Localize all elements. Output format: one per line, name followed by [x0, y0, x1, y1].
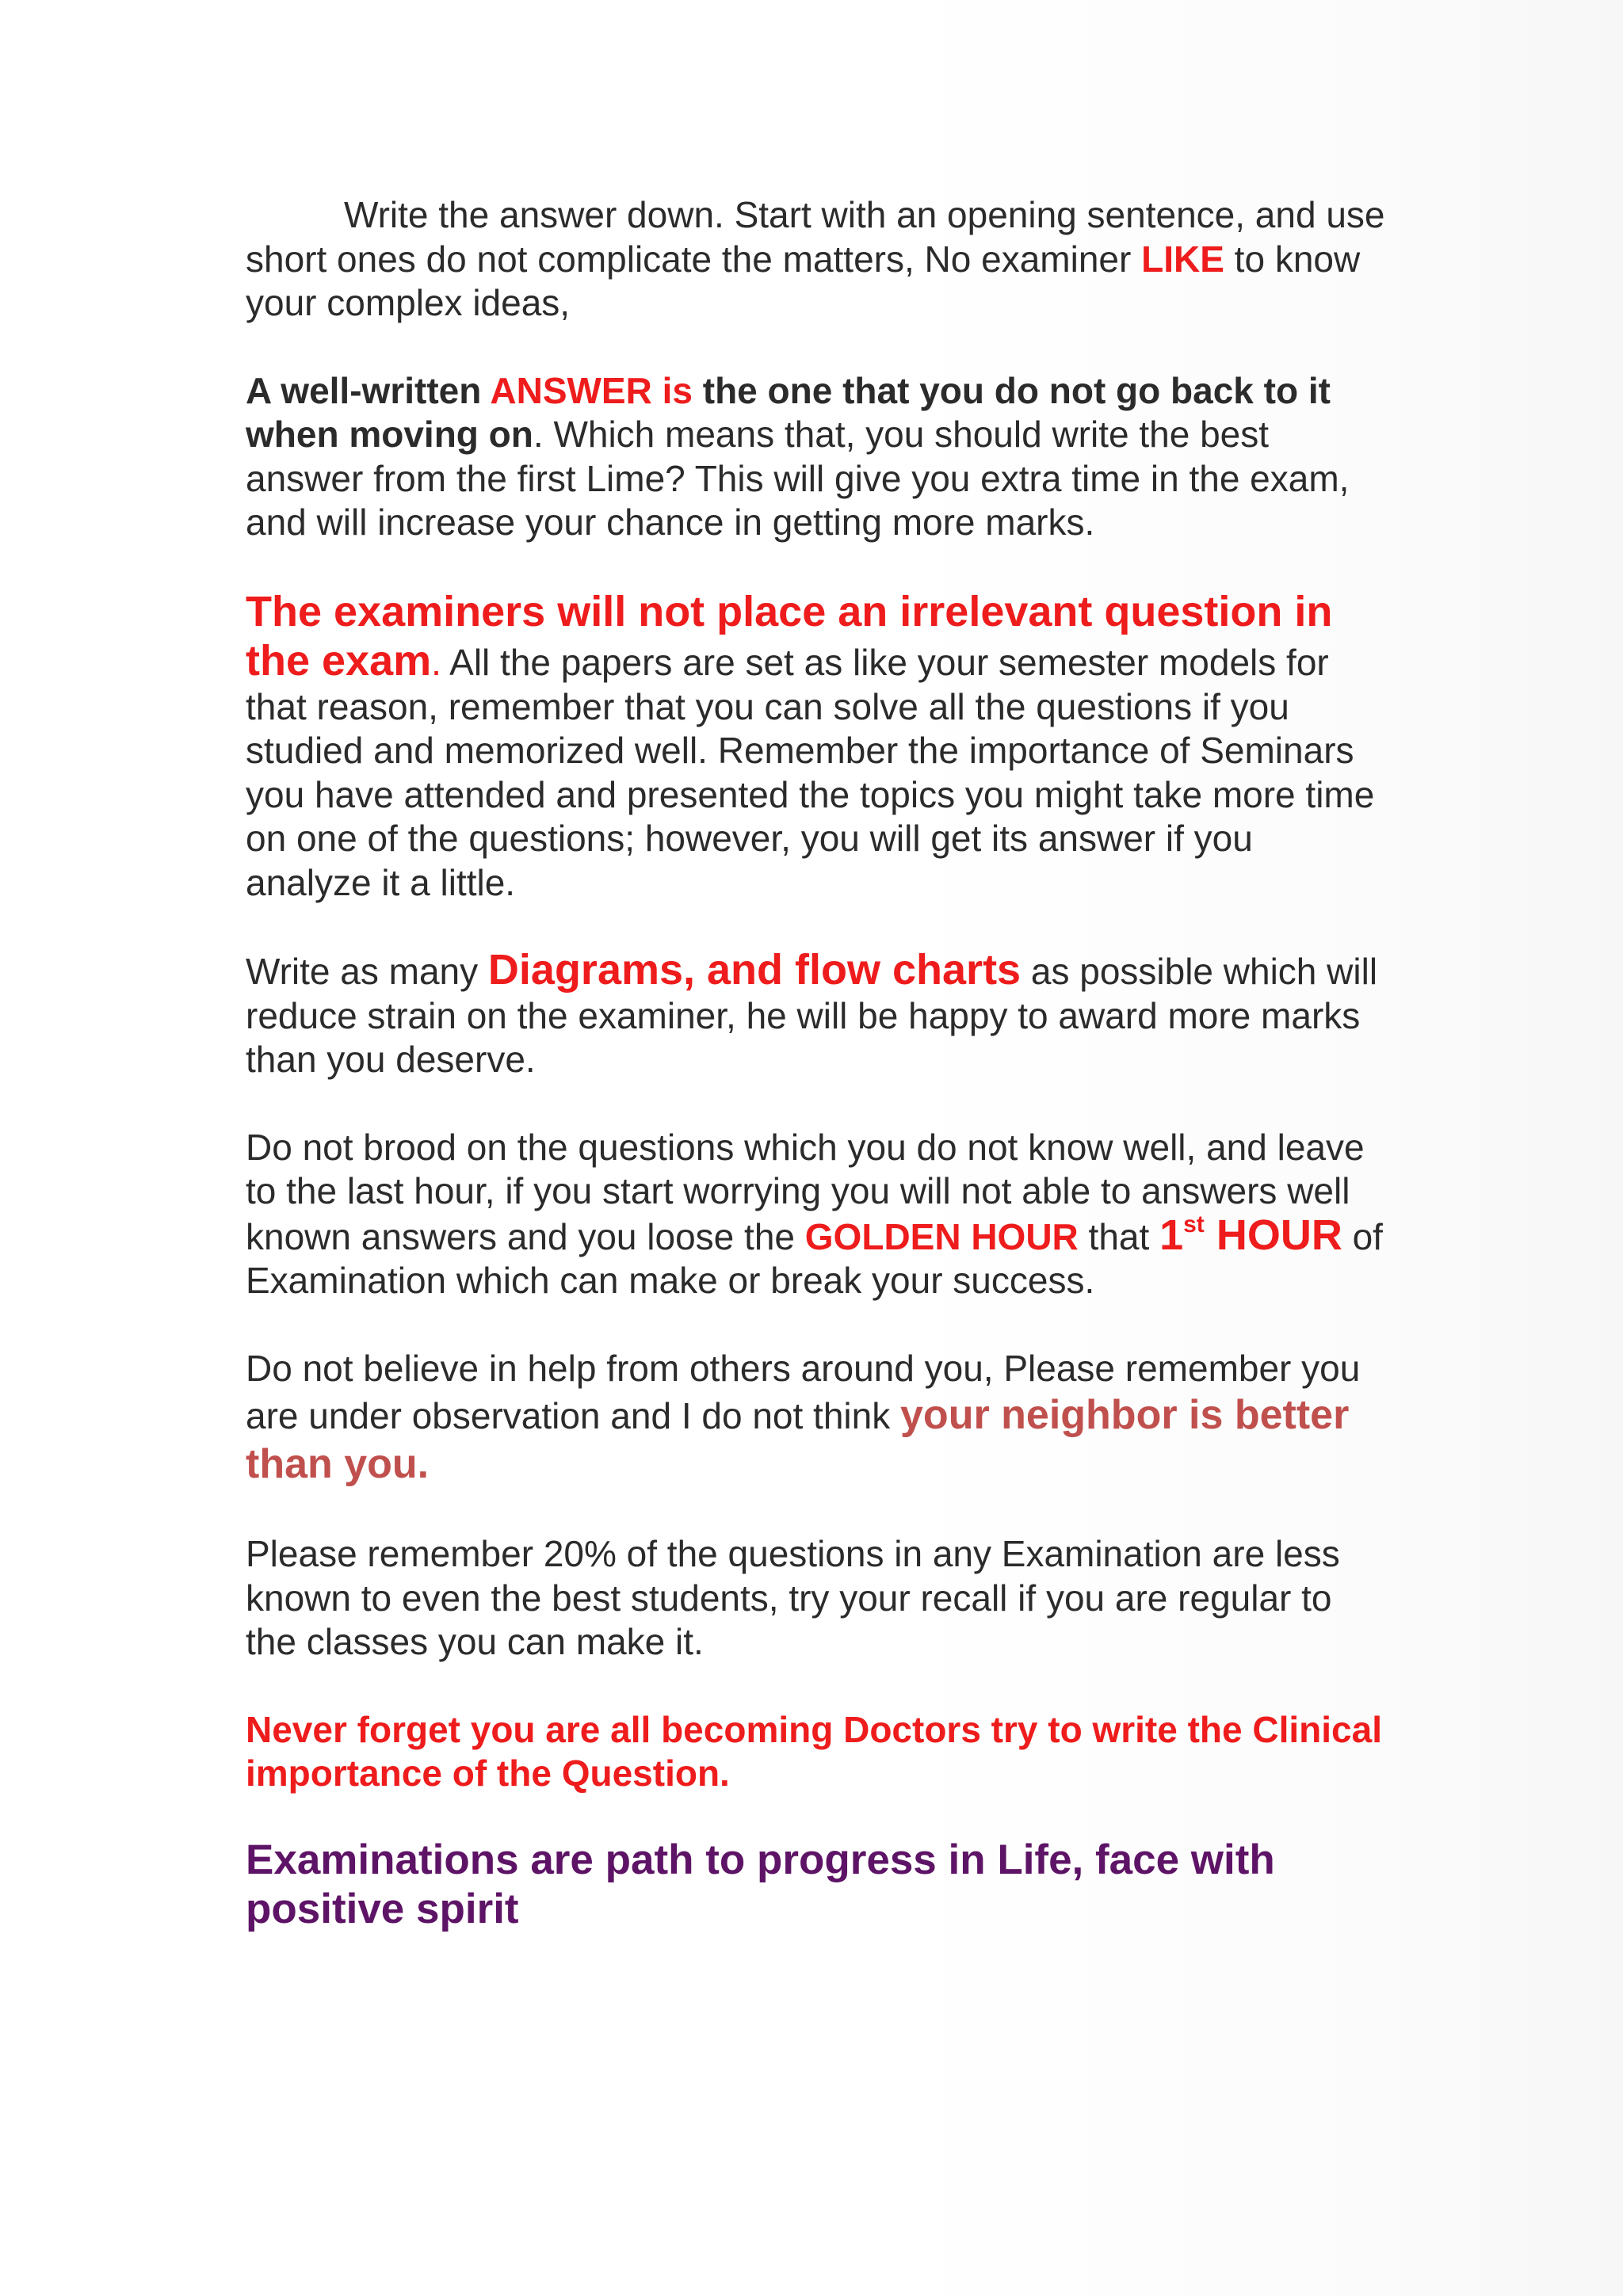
text: Do not believe in help from others around you, Please remember you are under observation and I do not think	[246, 1347, 1361, 1436]
text: Please remember 20% of the questions in any Examination are less known to even the best students, try your recall if you are regular to the classes you can make it.	[246, 1533, 1340, 1662]
highlight-answer: ANSWER is	[490, 369, 693, 411]
text: Write the answer down. Start with an opening sentence, and use short ones do not complicate the matters, No examiner	[246, 194, 1385, 280]
period: .	[431, 641, 441, 683]
closing-statement: Examinations are path to progress in Life, face with positive spirit	[246, 1836, 1275, 1932]
paragraph-golden-hour	[246, 1126, 1387, 1303]
paragraph-examiners	[246, 587, 1387, 906]
paragraph-well-written-answer	[246, 369, 1387, 545]
bold-text: A well-written	[246, 369, 491, 411]
paragraph-write-answer	[246, 193, 1387, 326]
highlight-doctors: Never forget you are all becoming Doctors try to write the Clinical importance of the Question.	[246, 1708, 1382, 1794]
paragraph-neighbor	[246, 1347, 1387, 1489]
highlight-examiners: The examiners will not place an irrelevant question in the exam	[246, 587, 1333, 685]
text: All the papers are set as like your semester models for that reason, remember that you can solve all the questions if you studied and memorized well. Remember the importance of Seminars you have attended and presented the topics you might take more time on one of the questions; however, you will get its answer if you analyze it a little.	[246, 641, 1375, 903]
paragraph-closing	[246, 1836, 1387, 1934]
bold-text: the one that you do not go back to it when moving on	[246, 369, 1331, 455]
highlight-neighbor: your neighbor is better than you.	[246, 1392, 1350, 1487]
highlight-diagrams: Diagrams, and flow charts	[487, 946, 1022, 994]
text: Do not brood on the questions which you do not know well, and leave to the last hour, if you start worrying you will not able to answers well known answers and you loose the	[246, 1126, 1365, 1257]
text: of Examination which can make or break your success.	[246, 1215, 1383, 1301]
highlight-hour: HOUR	[1204, 1211, 1342, 1259]
document-body	[246, 193, 1387, 1978]
paragraph-twenty-percent	[246, 1532, 1387, 1665]
highlight-first: 1	[1159, 1211, 1184, 1259]
highlight-like: LIKE	[1141, 238, 1224, 280]
text: . Which means that, you should write the best answer from the first Lime? This will give you extra time in the exam, and will increase your chance in getting more marks.	[246, 414, 1350, 543]
highlight-golden-hour: GOLDEN HOUR	[804, 1215, 1079, 1257]
text: to know your complex ideas,	[246, 238, 1361, 323]
text: Write as many	[246, 951, 488, 992]
superscript-st: st	[1183, 1211, 1205, 1238]
text: as possible which will reduce strain on the examiner, he will be happy to award more marks than you deserve.	[246, 951, 1378, 1080]
indent	[246, 194, 344, 235]
paragraph-doctors	[246, 1708, 1387, 1796]
paragraph-diagrams	[246, 948, 1387, 1082]
text: that	[1078, 1215, 1160, 1257]
